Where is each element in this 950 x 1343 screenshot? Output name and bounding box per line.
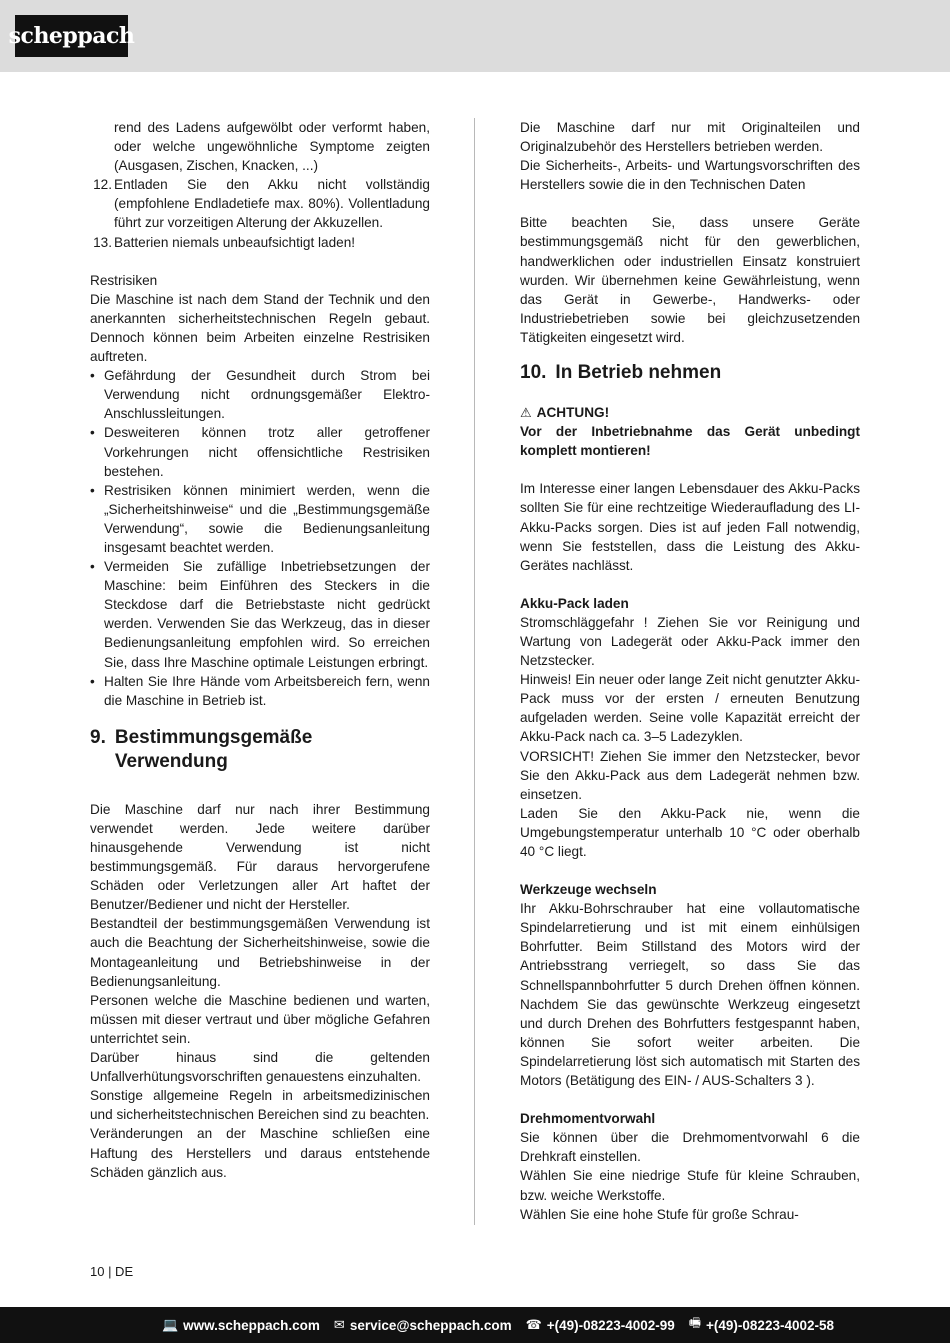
paragraph: Die Maschine darf nur mit Originalteilen und Originalzubehör des Herstellers betrieben werden.	[520, 120, 860, 155]
paragraph: Veränderungen an der Maschine schließen eine Haftung des Herstellers und daraus entstehende Schäden gänzlich aus.	[90, 1126, 430, 1180]
werkzeug-heading: Werkzeuge wechseln	[520, 882, 657, 898]
warning-triangle-icon: ⚠	[520, 405, 532, 421]
restrisiken-text: Die Maschine ist nach dem Stand der Technik und den anerkannten sicherheitstechnischen Regeln gebaut. Dennoch können beim Arbeiten einzelne Restrisiken auftreten.	[90, 291, 430, 365]
paragraph: Die Sicherheits-, Arbeits- und Wartungsvorschriften des Herstellers sowie die in den Technischen Daten	[520, 158, 860, 193]
paragraph: Bitte beachten Sie, dass unsere Geräte bestimmungsgemäß nicht für den gewerblichen, handwerklichen oder industriellen Einsatz konstruiert wurden. Wir übernehmen keine Gewährleistung, wenn das Gerät in Gewerbe-, Handwerks- oder Industriebetrieben sowie bei gleichzusetzenden Tätigkeiten eingesetzt wird.	[520, 215, 860, 345]
restrisiken-heading: Restrisiken	[90, 272, 158, 288]
restrisiken-list	[90, 366, 430, 710]
list-item: 13. Batterien niemals unbeaufsichtigt laden!	[93, 234, 356, 250]
header-band	[0, 0, 950, 72]
akku-heading: Akku-Pack laden	[520, 595, 629, 611]
list-item-continuation: rend des Ladens aufgewölbt oder verformt haben, oder welche ungewöhnliche Symptome zeigten (Ausgasen, Zischen, Knacken, ...)	[114, 120, 430, 174]
list-item: 12. Entladen Sie den Akku nicht vollständig (empfohlene Endladetiefe max. 80%). Vollentladung führt zur vorzeitigen Alterung der Akkuzellen.	[93, 177, 430, 231]
paragraph: Bestandteil der bestimmungsgemäßen Verwendung ist auch die Beachtung der Sicherheitshinweise, sowie die Montageanleitung und Betriebshinweise in der Bedienungsanleitung.	[90, 916, 430, 989]
footer-fax[interactable]: 🖷 +(49)-08223-4002-58	[689, 1314, 834, 1336]
bullet-item: • Vermeiden Sie zufällige Inbetriebsetzungen der Maschine: beim Einführen des Steckers in die Steckdose darf die Betriebstaste nicht gedrückt werden. Verwenden Sie das Werkzeug, das in dieser Bedienungsanleitung empfohlen wird. So erreichen Sie, dass Ihre Maschine optimale Leistungen erbringt.	[90, 559, 430, 670]
bullet-item: • Restrisiken können minimiert werden, wenn die „Sicherheitshinweise“ und die „Bestimmungsgemäße Verwendung“, sowie die Bedienungsanleitung insgesamt beachtet werden.	[90, 482, 430, 555]
bullet-item: • Gefährdung der Gesundheit durch Strom bei Verwendung nicht ordnungsgemäßer Elektro-Anschlussleitungen.	[90, 368, 430, 422]
section-10-heading: 10. In Betrieb nehmen	[520, 362, 722, 384]
paragraph: Darüber hinaus sind die geltenden Unfallverhütungsvorschriften genauestens einzuhalten.	[90, 1050, 430, 1085]
computer-icon: 💻	[161, 1317, 179, 1332]
bullet-item: • Halten Sie Ihre Hände vom Arbeitsbereich fern, wenn die Maschine in Betrieb ist.	[90, 673, 430, 708]
page-number: 10 | DE	[90, 1264, 134, 1279]
paragraph: Sonstige allgemeine Regeln in arbeitsmedizinischen und sicherheitstechnischen Bereichen sind zu beachten.	[90, 1088, 430, 1123]
footer-phone[interactable]: ☎ +(49)-08223-4002-99	[525, 1317, 675, 1333]
paragraph: Hinweis! Ein neuer oder lange Zeit nicht genutzter Akku-Pack muss vor der ersten / erneuten Benutzung aufgeladen werden. Seine volle Kapazität erreicht der Akku-Pack nach ca. 3–5 Ladezyklen.	[520, 672, 860, 745]
paragraph: Stromschläggefahr ! Ziehen Sie vor Reinigung und Wartung von Ladegerät oder Akku-Pack immer den Netzstecker.	[520, 614, 860, 669]
bullet-item: • Desweiteren können trotz aller getroffener Vorkehrungen nicht offensichtliche Restrisiken bestehen.	[90, 425, 430, 479]
paragraph: VORSICHT! Ziehen Sie immer den Netzstecker, bevor Sie den Akku-Pack aus dem Ladegerät nehmen bzw. einsetzen.	[520, 748, 860, 802]
paragraph: Sie können über die Drehmomentvorwahl 6 die Drehkraft einstellen.	[520, 1130, 860, 1165]
fax-icon: 🖷	[688, 1315, 702, 1330]
paragraph: Wählen Sie eine niedrige Stufe für kleine Schrauben, bzw. weiche Werkstoffe.	[520, 1168, 860, 1203]
email-icon: ✉	[333, 1317, 345, 1332]
footer-web[interactable]: 💻 www.scheppach.com	[161, 1317, 320, 1333]
paragraph: Im Interesse einer langen Lebensdauer des Akku-Packs sollten Sie für eine rechtzeitige Wiederaufladung des LI-Akku-Packs sorgen. Dies ist auf jeden Fall notwendig, wenn Sie feststellen, dass die Leistung des Akku-Gerätes nachlässt.	[520, 481, 860, 573]
section-9-heading: 9. Bestimmungsgemäße Verwendung	[90, 726, 313, 772]
left-column	[90, 118, 430, 1182]
warning-text: Vor der Inbetriebnahme das Gerät unbedingt komplett montieren!	[520, 424, 860, 459]
footer-email[interactable]: ✉ service@scheppach.com	[333, 1317, 512, 1333]
warning-heading: ⚠ ACHTUNG!	[520, 403, 860, 422]
paragraph: Ihr Akku-Bohrschrauber hat eine vollautomatische Spindelarretierung und ist mit einem einhülsigen Bohrfutter. Beim Stillstand des Motors wird der Antriebsstrang verriegelt, so dass Sie das Schnellspannbohrfutter 5 durch Drehen öffnen können. Nachdem Sie das gewünschte Werkzeug eingesetzt und durch Drehen des Bohrfutters festgespannt haben, können Sie sofort weiter arbeiten. Die Spindelarretierung löst sich automatisch mit Starten des Motors (Betätigung des EIN- / AUS-Schalters 3 ).	[520, 901, 860, 1089]
paragraph: Die Maschine darf nur nach ihrer Bestimmung verwendet werden. Jede weitere darüber hinausgehende Verwendung ist nicht bestimmungsgemäß. Für daraus hervorgerufene Schäden oder Verletzungen aller Art haftet der Benutzer/Bediener und nicht der Hersteller.	[90, 801, 430, 913]
phone-icon: ☎	[525, 1317, 542, 1332]
paragraph: Wählen Sie eine hohe Stufe für große Schrau-	[520, 1206, 799, 1222]
paragraph: Personen welche die Maschine bedienen und warten, müssen mit dieser vertraut und über mögliche Gefahren unterrichtet sein.	[90, 992, 430, 1046]
drehmoment-heading: Drehmomentvorwahl	[520, 1111, 656, 1127]
paragraph: Laden Sie den Akku-Pack nie, wenn die Umgebungstemperatur unterhalb 10 °C oder oberhalb 40 °C liegt.	[520, 805, 860, 859]
footer-bar	[0, 1307, 950, 1343]
right-column	[520, 118, 860, 1224]
brand-logo: scheppach	[15, 15, 128, 57]
column-divider	[474, 118, 475, 1225]
